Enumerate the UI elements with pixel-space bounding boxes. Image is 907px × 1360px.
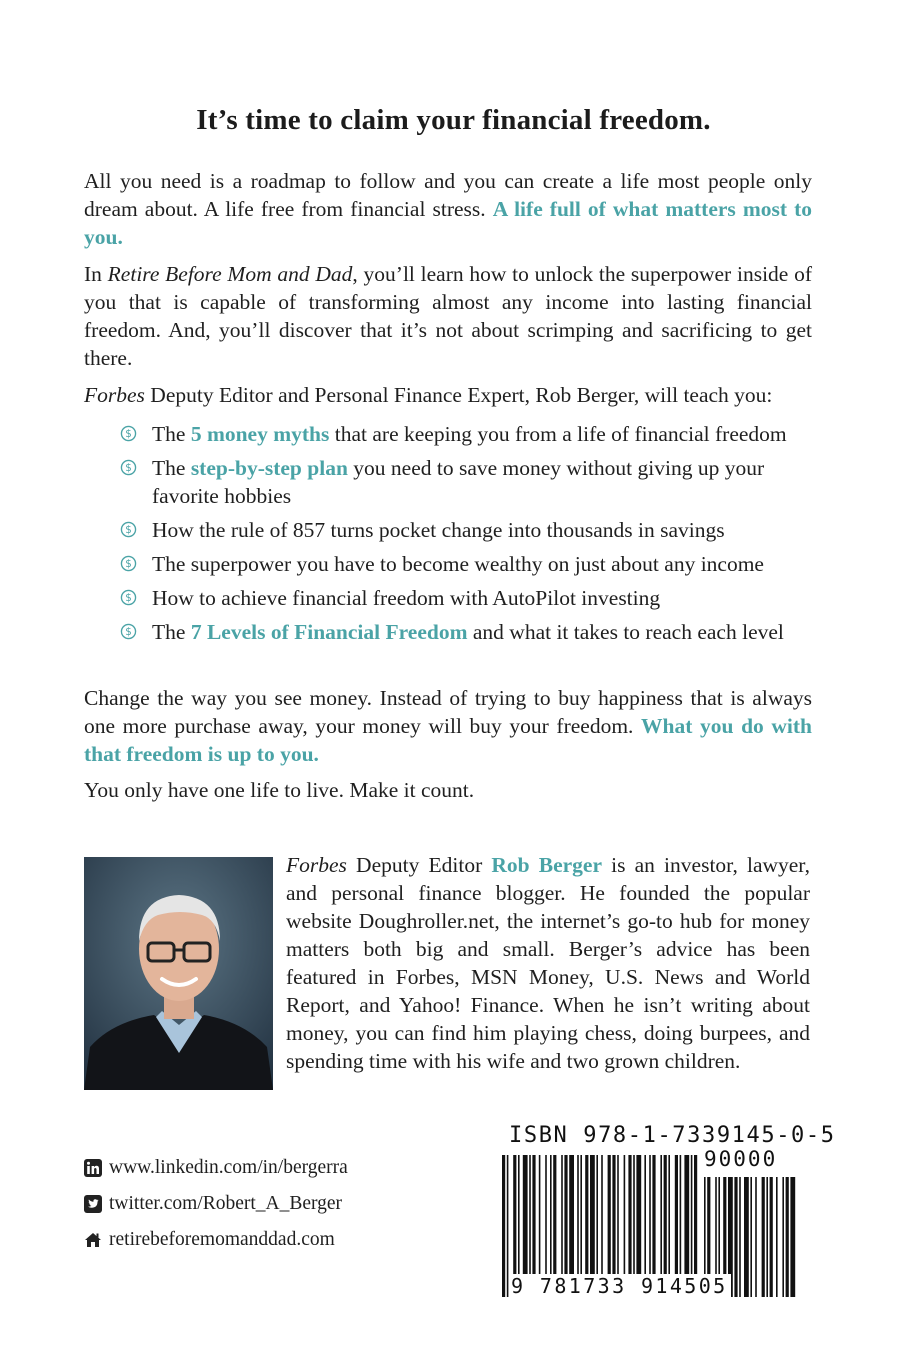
twitter-link[interactable]: [84, 1191, 414, 1217]
author-bio: [286, 851, 810, 1075]
price-addon: 90000: [704, 1147, 778, 1171]
svg-text:$: $: [125, 627, 132, 639]
svg-text:$: $: [125, 429, 132, 441]
svg-text:$: $: [125, 463, 132, 475]
intro-highlight: A life full of what matters most to you.: [84, 197, 812, 249]
list-item: [118, 618, 818, 646]
dollar-coin-icon: [120, 521, 137, 538]
linkedin-url: www.linkedin.com/in/bergerra: [109, 1157, 348, 1178]
bullet-highlight: step-by-step plan: [190, 456, 348, 480]
author-name: Rob Berger: [491, 853, 603, 877]
dollar-coin-icon: [120, 623, 137, 640]
bullet-text-after: that are keeping you from a life of financial freedom: [329, 422, 787, 446]
book-text-after: , you’ll learn how to unlock the superpower inside of you that is capable of transforming almost any income into lasting financial freedom. And, you’ll discover that it’s not about scrimping and sacrificing to get there.: [84, 262, 812, 370]
twitter-icon: [84, 1195, 102, 1213]
bullet-highlight: 7 Levels of Financial Freedom: [190, 620, 468, 644]
bio-text-before: Deputy Editor: [346, 853, 492, 877]
list-item: [118, 420, 818, 448]
dollar-coin-icon: [120, 555, 137, 572]
ean-digits: 9 781733 914505: [511, 1274, 731, 1298]
dollar-coin-icon: [120, 459, 137, 476]
bullet-text-before: How to achieve financial freedom with AutoPilot investing: [152, 586, 661, 610]
isbn-label: ISBN 978-1-7339145-0-5: [509, 1123, 836, 1148]
bullet-text-before: The: [152, 422, 191, 446]
bullet-text-before: The: [152, 456, 191, 480]
bullet-list: [118, 420, 818, 646]
twitter-url: twitter.com/Robert_A_Berger: [109, 1193, 343, 1214]
author-intro-paragraph: [84, 381, 812, 409]
home-icon: [84, 1231, 102, 1249]
website-url: retirebeforemomanddad.com: [109, 1229, 335, 1250]
svg-text:$: $: [125, 525, 132, 537]
intro-text: All you need is a roadmap to follow and you can create a life most people only dream about. A life free from financial stress.: [84, 169, 812, 221]
list-item: [118, 550, 818, 578]
bullet-text-after: you need to save money without giving up your favorite hobbies: [152, 456, 765, 508]
list-item: [118, 454, 818, 510]
closing-text: Change the way you see money. Instead of trying to buy happiness that is always one more purchase away, your money will buy your freedom.: [84, 686, 812, 738]
headline: It’s time to claim your financial freedom.: [196, 104, 711, 136]
bullet-text-before: The: [152, 620, 191, 644]
forbes-italic: Forbes: [84, 383, 145, 407]
list-item: [118, 516, 818, 544]
author-photo: [84, 857, 273, 1090]
book-paragraph: [84, 260, 812, 372]
closing-highlight: What you do with that freedom is up to you.: [84, 714, 813, 766]
list-item: [118, 584, 818, 612]
bullet-highlight: 5 money myths: [190, 422, 330, 446]
bio-text-after: is an investor, lawyer, and personal finance blogger. He founded the popular website Doughroller.net, the internet’s go-to hub for money matters both big and small. Berger’s advice has been featured in Forbes, MSN Money, U.S. News and World Report, and Yahoo! Finance. When he isn’t writing about money, you can find him playing chess, doing burpees, and spending time with his wife and two grown children.: [286, 853, 810, 1073]
svg-text:$: $: [125, 593, 132, 605]
linkedin-link[interactable]: [84, 1155, 414, 1181]
svg-text:$: $: [125, 559, 132, 571]
website-link[interactable]: [84, 1227, 414, 1253]
bullet-text-before: How the rule of 857 turns pocket change into thousands in savings: [152, 518, 725, 542]
linkedin-icon: [84, 1159, 102, 1177]
bio-forbes-italic: Forbes: [286, 853, 347, 877]
author-intro-text: Deputy Editor and Personal Finance Expert, Rob Berger, will teach you:: [144, 383, 773, 407]
bullet-text-after: and what it takes to reach each level: [467, 620, 784, 644]
intro-paragraph: [84, 167, 812, 251]
book-text-before: In: [84, 262, 108, 286]
dollar-coin-icon: [120, 589, 137, 606]
book-title: Retire Before Mom and Dad: [107, 262, 353, 286]
bullet-text-before: The superpower you have to become wealthy on just about any income: [152, 552, 764, 576]
final-line: You only have one life to live. Make it count.: [84, 778, 475, 802]
dollar-coin-icon: [120, 425, 137, 442]
closing-paragraph: [84, 684, 812, 768]
